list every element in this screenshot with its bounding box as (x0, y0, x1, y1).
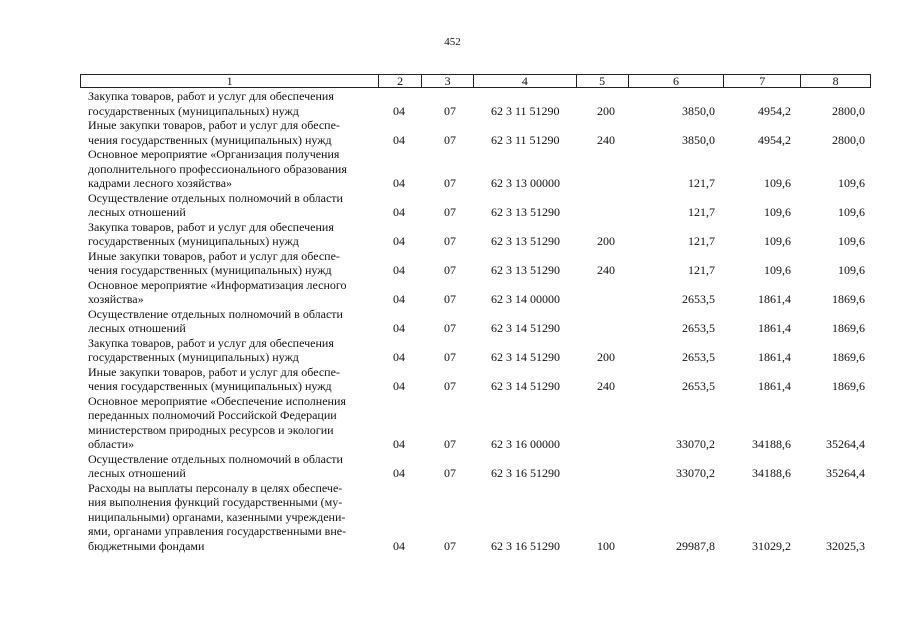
cell-col-4: 62 3 14 51290 (491, 321, 560, 335)
table-row (0, 394, 905, 452)
table-row (0, 365, 905, 394)
table-row (0, 220, 905, 249)
cell-col-5: 240 (597, 263, 615, 277)
cell-col-8: 1869,6 (832, 350, 865, 364)
cell-col-6: 2653,5 (682, 321, 715, 335)
cell-col-7: 1861,4 (758, 379, 791, 393)
description-line: лесных отношений (88, 466, 186, 480)
cell-col-5: 200 (597, 234, 615, 248)
cell-col-7: 1861,4 (758, 292, 791, 306)
cell-col-4: 62 3 14 00000 (491, 292, 560, 306)
description-line: Основное мероприятие «Организация получения (88, 147, 340, 161)
cell-col-8: 109,6 (838, 234, 865, 248)
cell-col-6: 33070,2 (676, 437, 715, 451)
cell-col-4: 62 3 14 51290 (491, 350, 560, 364)
header-col-3: 3 (422, 75, 474, 87)
cell-col-8: 109,6 (838, 176, 865, 190)
description-line: Закупка товаров, работ и услуг для обеспечения (88, 335, 334, 350)
cell-col-8: 1869,6 (832, 321, 865, 335)
description-line: чения государственных (муниципальных) нужд (88, 379, 332, 393)
cell-col-6: 33070,2 (676, 466, 715, 480)
cell-col-6: 2653,5 (682, 350, 715, 364)
cell-col-4: 62 3 13 51290 (491, 263, 560, 277)
cell-col-8: 1869,6 (832, 379, 865, 393)
cell-col-8: 2800,0 (832, 103, 865, 118)
cell-col-7: 109,6 (764, 176, 791, 190)
cell-col-2: 04 (393, 205, 405, 219)
cell-col-3: 07 (444, 205, 456, 219)
cell-col-3: 07 (444, 132, 456, 147)
cell-col-3: 07 (444, 466, 456, 480)
description-line: Закупка товаров, работ и услуг для обеспечения (88, 89, 334, 103)
header-col-5: 5 (577, 75, 629, 87)
cell-col-3: 07 (444, 234, 456, 248)
description-line: государственных (муниципальных) нужд (88, 350, 299, 364)
cell-col-3: 07 (444, 292, 456, 306)
table-row (0, 191, 905, 220)
cell-col-4: 62 3 16 00000 (491, 437, 560, 451)
header-col-4: 4 (474, 75, 577, 87)
cell-col-2: 04 (393, 466, 405, 480)
cell-col-2: 04 (393, 103, 405, 118)
cell-col-5: 200 (597, 350, 615, 364)
table-row (0, 118, 905, 147)
description-line: чения государственных (муниципальных) нужд (88, 263, 332, 277)
row-description (88, 452, 374, 481)
header-col-6: 6 (629, 75, 725, 87)
description-line: лесных отношений (88, 321, 186, 335)
description-line: Закупка товаров, работ и услуг для обеспечения (88, 219, 334, 234)
description-line: бюджетными фондами (88, 538, 205, 553)
table-row (0, 336, 905, 365)
cell-col-2: 04 (393, 176, 405, 190)
description-line: Иные закупки товаров, работ и услуг для обеспе- (88, 364, 340, 379)
cell-col-6: 121,7 (688, 263, 715, 277)
description-line: переданных полномочий Российской Федерации (88, 408, 337, 422)
header-col-8: 8 (832, 74, 839, 88)
cell-col-8: 35264,4 (826, 466, 865, 480)
row-description (88, 307, 374, 336)
cell-col-4: 62 3 16 51290 (491, 538, 560, 553)
cell-col-3: 07 (444, 263, 456, 277)
description-line: области» (88, 437, 135, 451)
cell-col-6: 2653,5 (682, 379, 715, 393)
cell-col-3: 07 (444, 538, 456, 553)
cell-col-4: 62 3 11 51290 (491, 132, 560, 147)
cell-col-2: 04 (393, 321, 405, 335)
description-line: Осуществление отдельных полномочий в области (88, 451, 343, 466)
cell-col-3: 07 (444, 103, 456, 118)
cell-col-7: 34188,6 (752, 466, 791, 480)
header-col-1: 1 (81, 75, 379, 87)
cell-col-8: 2800,0 (832, 132, 865, 147)
description-line: ния выполнения функций государственными (му- (88, 495, 343, 509)
description-line: министерством природных ресурсов и экологии (88, 422, 334, 437)
cell-col-2: 04 (393, 538, 405, 553)
row-description (88, 220, 374, 249)
cell-col-2: 04 (393, 350, 405, 364)
cell-col-6: 29987,8 (676, 538, 715, 553)
description-line: Основное мероприятие «Обеспечение исполнения (88, 393, 346, 408)
cell-col-6: 3850,0 (682, 132, 715, 147)
description-line: кадрами лесного хозяйства» (88, 176, 233, 190)
description-line: дополнительного профессионального образования (88, 161, 347, 176)
cell-col-3: 07 (444, 321, 456, 335)
cell-col-7: 109,6 (764, 263, 791, 277)
cell-col-5: 100 (597, 538, 615, 553)
cell-col-8: 109,6 (838, 263, 865, 277)
cell-col-3: 07 (444, 437, 456, 451)
cell-col-5: 240 (597, 379, 615, 393)
cell-col-4: 62 3 13 00000 (491, 176, 560, 190)
row-description (88, 336, 374, 365)
cell-col-6: 2653,5 (682, 292, 715, 306)
cell-col-8: 32025,3 (826, 538, 865, 553)
row-description (88, 89, 374, 118)
description-line: Расходы на выплаты персоналу в целях обеспече- (88, 480, 343, 495)
header-col-7: 7 (724, 75, 801, 87)
row-description (88, 481, 374, 554)
cell-col-6: 121,7 (688, 205, 715, 219)
table-row (0, 278, 905, 307)
cell-col-2: 04 (393, 292, 405, 306)
cell-col-7: 4954,2 (758, 103, 791, 118)
description-line: Иные закупки товаров, работ и услуг для обеспе- (88, 248, 340, 263)
cell-col-4: 62 3 14 51290 (491, 379, 560, 393)
cell-col-8: 109,6 (838, 205, 865, 219)
cell-col-8: 35264,4 (826, 437, 865, 451)
table-row (0, 481, 905, 554)
description-line: Осуществление отдельных полномочий в области (88, 306, 343, 321)
description-line: государственных (муниципальных) нужд (88, 234, 299, 248)
description-line: ями, органами управления государственными вне- (88, 524, 347, 538)
cell-col-7: 4954,2 (758, 132, 791, 147)
row-description (88, 249, 374, 278)
cell-col-4: 62 3 11 51290 (491, 103, 560, 118)
description-line: ниципальными) органами, казенными учреждени- (88, 509, 346, 524)
cell-col-5: 240 (597, 132, 615, 147)
table-row (0, 307, 905, 336)
table-row (0, 147, 905, 191)
cell-col-7: 31029,2 (752, 538, 791, 553)
cell-col-4: 62 3 13 51290 (491, 205, 560, 219)
description-line: лесных отношений (88, 205, 186, 219)
cell-col-3: 07 (444, 350, 456, 364)
cell-col-7: 109,6 (764, 205, 791, 219)
cell-col-7: 109,6 (764, 234, 791, 248)
row-description (88, 365, 374, 394)
cell-col-2: 04 (393, 234, 405, 248)
table-header (80, 74, 871, 88)
table-row (0, 89, 905, 118)
description-line: государственных (муниципальных) нужд (88, 103, 299, 118)
table-row (0, 249, 905, 278)
header-col-2: 2 (379, 75, 422, 87)
description-line: Иные закупки товаров, работ и услуг для обеспе- (88, 118, 340, 132)
row-description (88, 191, 374, 220)
cell-col-5: 200 (597, 103, 615, 118)
page-number: 452 (444, 36, 461, 48)
cell-col-3: 07 (444, 379, 456, 393)
cell-col-7: 1861,4 (758, 350, 791, 364)
cell-col-6: 3850,0 (682, 103, 715, 118)
cell-col-7: 1861,4 (758, 321, 791, 335)
description-line: чения государственных (муниципальных) нужд (88, 132, 332, 147)
cell-col-2: 04 (393, 132, 405, 147)
cell-col-6: 121,7 (688, 176, 715, 190)
cell-col-2: 04 (393, 437, 405, 451)
row-description (88, 118, 374, 147)
cell-col-2: 04 (393, 263, 405, 277)
table-row (0, 452, 905, 481)
row-description (88, 147, 374, 191)
cell-col-4: 62 3 16 51290 (491, 466, 560, 480)
cell-col-2: 04 (393, 379, 405, 393)
description-line: хозяйства» (88, 292, 144, 306)
cell-col-4: 62 3 13 51290 (491, 234, 560, 248)
row-description (88, 278, 374, 307)
cell-col-3: 07 (444, 176, 456, 190)
description-line: Осуществление отдельных полномочий в области (88, 190, 343, 205)
cell-col-6: 121,7 (688, 234, 715, 248)
cell-col-8: 1869,6 (832, 292, 865, 306)
description-line: Основное мероприятие «Информатизация лесного (88, 277, 347, 292)
row-description (88, 394, 374, 452)
cell-col-7: 34188,6 (752, 437, 791, 451)
